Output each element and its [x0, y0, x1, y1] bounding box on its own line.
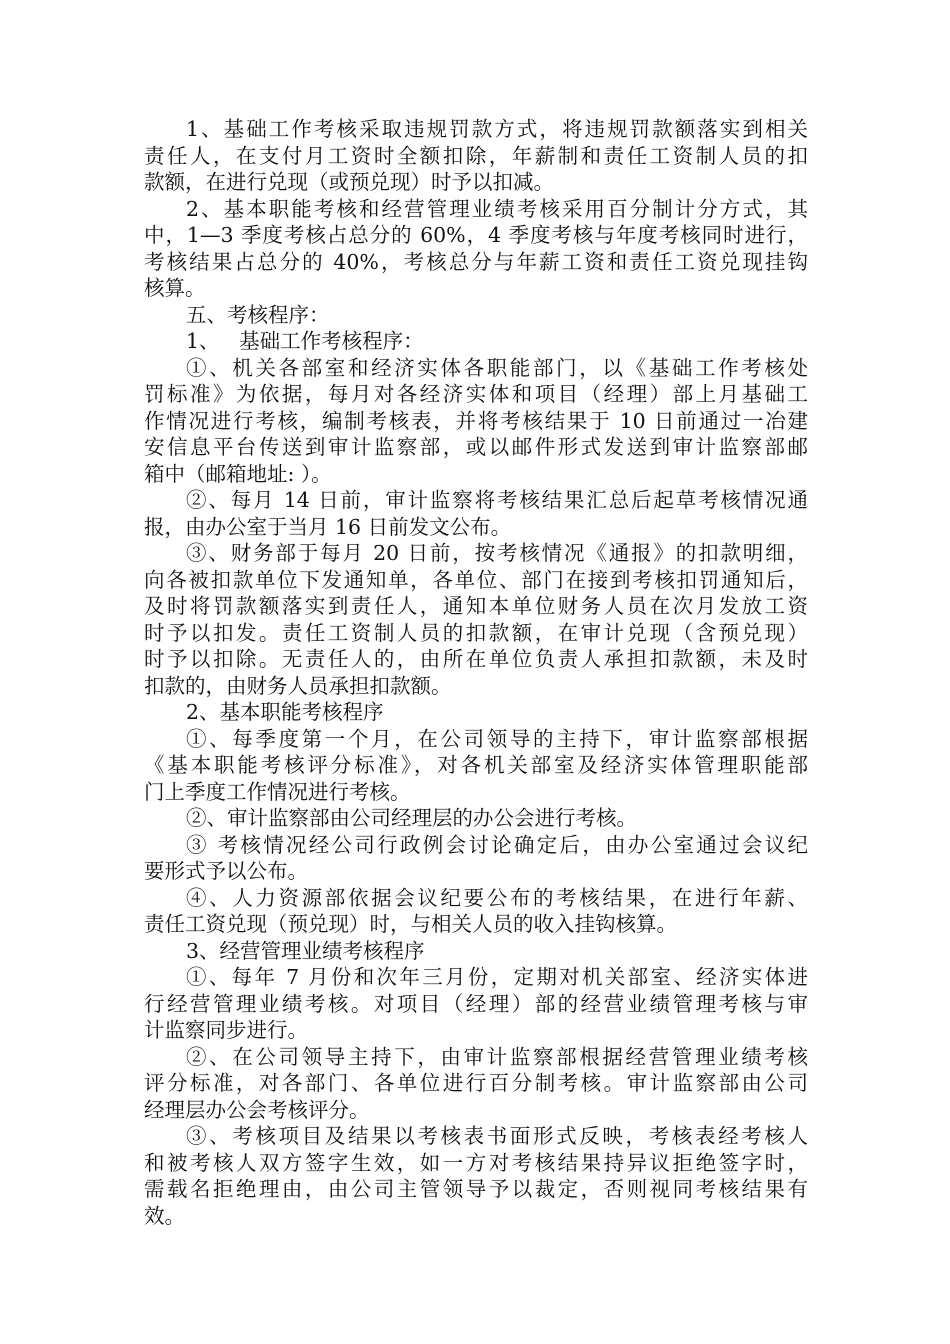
text-line: 中，1—3 季度考核占总分的 60%，4 季度考核与年度考核同时进行， — [144, 223, 808, 247]
text-line: 效。 — [144, 1203, 185, 1228]
text-line: 报，由办公室于当月 16 日前发文公布。 — [144, 514, 512, 539]
text-line: ①、机关各部室和经济实体各职能部门，以《基础工作考核处 — [186, 355, 808, 380]
text-line: 核算。 — [144, 276, 206, 300]
text-line: ④、人力资源部依据会议纪要公布的考核结果，在进行年薪、 — [186, 885, 808, 910]
text-line: 要形式予以公布。 — [144, 859, 308, 883]
subsection-heading: 1、 基础工作考核程序： — [186, 329, 424, 353]
text-line: ②、审计监察部由公司经理层的办公会进行考核。 — [186, 806, 637, 830]
text-line: 向各被扣款单位下发通知单，各单位、部门在接到考核扣罚通知后， — [144, 567, 808, 592]
text-line: 作情况进行考核，编制考核表，并将考核结果于 10 日前通过一冶建 — [144, 408, 808, 433]
text-line: 行经营管理业绩考核。对项目（经理）部的经营业绩管理考核与审 — [144, 991, 808, 1016]
text-line: 1、基础工作考核采取违规罚款方式，将违规罚款额落实到相关 — [186, 117, 808, 141]
text-line: 责任工资兑现（预兑现）时，与相关人员的收入挂钩核算。 — [144, 912, 677, 936]
text-line: 评分标准，对各部门、各单位进行百分制考核。审计监察部由公司 — [144, 1071, 808, 1095]
text-line: 门上季度工作情况进行考核。 — [144, 779, 411, 804]
text-line: ①、每年 7 月份和次年三月份，定期对机关部室、经济实体进 — [186, 965, 808, 989]
text-line: 时予以扣发。责任工资制人员的扣款额，在审计兑现（含预兑现） — [144, 620, 808, 645]
text-line: 责任人，在支付月工资时全额扣除，年薪制和责任工资制人员的扣 — [144, 143, 808, 168]
text-line: 时予以扣除。无责任人的，由所在单位负责人承担扣款额，未及时 — [144, 647, 808, 671]
text-line: 箱中（邮箱地址: ）。 — [144, 461, 332, 486]
text-line: 及时将罚款额落实到责任人，通知本单位财务人员在次月发放工资 — [144, 594, 808, 618]
text-line: 需载名拒绝理由，由公司主管领导予以裁定，否则视同考核结果有 — [144, 1177, 808, 1201]
document-body — [144, 116, 808, 1229]
text-line: ②、每月 14 日前，审计监察将考核结果汇总后起草考核情况通 — [186, 488, 808, 512]
text-line: ②、在公司领导主持下，由审计监察部根据经营管理业绩考核 — [186, 1044, 808, 1069]
text-line: 《基本职能考核评分标准》，对各机关部室及经济实体管理职能部 — [144, 753, 808, 777]
text-line: ③、财务部于每月 20 日前，按考核情况《通报》的扣款明细， — [186, 541, 808, 565]
text-line: 罚标准》为依据，每月对各经济实体和项目（经理）部上月基础工 — [144, 382, 808, 406]
text-line: 计监察同步进行。 — [144, 1018, 308, 1042]
text-line: 经理层办公会考核评分。 — [144, 1097, 370, 1122]
text-line: 款额，在进行兑现（或预兑现）时予以扣减。 — [144, 170, 554, 194]
text-line: 安信息平台传送到审计监察部，或以邮件形式发送到审计监察部邮 — [144, 435, 808, 459]
text-line: 2、基本职能考核和经营管理业绩考核采用百分制计分方式，其 — [186, 196, 808, 221]
text-line: ③ 考核情况经公司行政例会讨论确定后，由办公室通过会议纪 — [186, 832, 808, 857]
subsection-heading: 3、经营管理业绩考核程序 — [186, 938, 425, 963]
text-line: 扣款的，由财务人员承担扣款额。 — [144, 673, 452, 698]
section-heading: 五、考核程序： — [186, 302, 330, 327]
text-line: ③、考核项目及结果以考核表书面形式反映，考核表经考核人 — [186, 1124, 808, 1148]
text-line: ①、每季度第一个月，在公司领导的主持下，审计监察部根据 — [186, 726, 808, 751]
text-line: 考核结果占总分的 40%，考核总分与年薪工资和责任工资兑现挂钩 — [144, 249, 808, 274]
subsection-heading: 2、基本职能考核程序 — [186, 700, 384, 724]
text-line: 和被考核人双方签字生效，如一方对考核结果持异议拒绝签字时， — [144, 1150, 808, 1175]
